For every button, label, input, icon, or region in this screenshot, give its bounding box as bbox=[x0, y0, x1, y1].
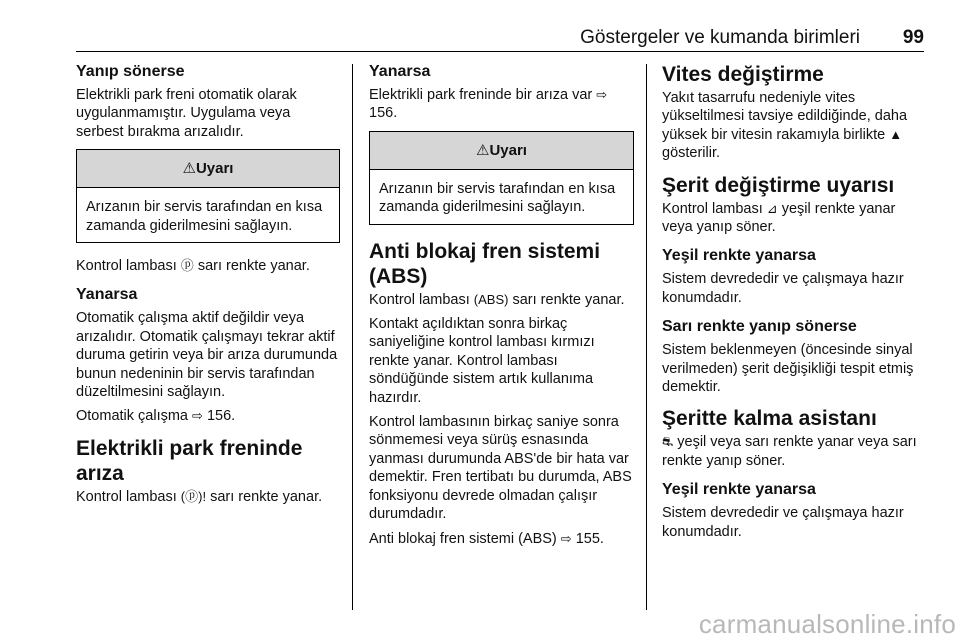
paragraph-lamp bbox=[76, 257, 340, 275]
header-title: Göstergeler ve kumanda birimleri bbox=[580, 27, 860, 48]
paragraph-epb-lamp bbox=[76, 488, 340, 506]
page-reference-arrow-icon: ⇨ bbox=[192, 408, 203, 424]
paragraph-blinking: Elektrikli park freni otomatik olarak uygulanmamıştır. Uygulama veya serbest bırakma arızalıdır. bbox=[76, 87, 297, 140]
text: Anti blokaj fren sistemi (ABS) bbox=[369, 530, 557, 547]
watermark: carmanualsonline.info bbox=[698, 609, 956, 639]
parking-brake-auto-icon: ⓟ bbox=[180, 258, 194, 274]
page-reference-arrow-icon: ⇨ bbox=[596, 87, 608, 102]
heading-yellow-blink: Sarı renkte yanıp sönerse bbox=[662, 318, 857, 336]
lane-keep-icon: ⛐ bbox=[662, 434, 674, 450]
warning-header bbox=[370, 132, 633, 170]
column-2 bbox=[369, 62, 634, 554]
paragraph-lane-keep bbox=[662, 433, 926, 470]
heading-lit: Yanarsa bbox=[369, 63, 431, 80]
page-reference-arrow-icon: ⇨ bbox=[560, 530, 572, 546]
text: Kontrol lambası bbox=[76, 488, 177, 505]
column-divider-2 bbox=[646, 64, 647, 610]
paragraph-seconds: Kontrol lambasının birkaç saniye sonra sönmemesi veya sürüş esnasında yanması durumunda ABS'de bir hata var demektir. Fren tertibatı bu durumda, ABS fonksiyonu devrede olmadan çalışır durumdadır. bbox=[369, 414, 632, 523]
text: Otomatik çalışma bbox=[76, 408, 188, 425]
warning-triangle-icon: ⚠ bbox=[182, 160, 196, 178]
paragraph-gear-shift bbox=[662, 89, 926, 163]
paragraph-lane-lamp bbox=[662, 200, 926, 237]
column-1 bbox=[76, 62, 340, 512]
heading-lit: Yanarsa bbox=[76, 286, 138, 304]
page-reference-link[interactable]: 156. bbox=[206, 408, 236, 425]
paragraph-green-lit: Sistem devrededir ve çalışmaya hazır konumdadır. bbox=[662, 271, 904, 306]
paragraph-lit bbox=[369, 86, 634, 123]
paragraph-abs-ref bbox=[369, 530, 634, 548]
warning-header bbox=[77, 150, 339, 188]
paragraph-green-lit-2: Sistem devrededir ve çalışmaya hazır konumdadır. bbox=[662, 505, 904, 540]
text: Kontrol lambası bbox=[369, 291, 470, 308]
lane-change-icon: ⊿ bbox=[766, 200, 778, 216]
text: yeşil renkte yanar veya yanıp söner. bbox=[662, 200, 896, 236]
paragraph-lit: Otomatik çalışma aktif değildir veya arızalıdır. Otomatik çalışmayı tekrar aktif duruma getirin veya bir arıza durumunda bunun nedeninin bir servis tarafından düzeltilmesini sağlayın. bbox=[76, 310, 338, 401]
paragraph-yellow-blink: Sistem beklenmeyen (öncesinde sinyal verilmeden) şerit değişikliği tespit etmiş demektir. bbox=[662, 342, 914, 396]
heading-green-lit: Yeşil renkte yanarsa bbox=[662, 247, 816, 265]
heading-blinking: Yanıp sönerse bbox=[76, 63, 185, 80]
page-reference-link[interactable]: 155. bbox=[575, 530, 604, 547]
parking-brake-fault-icon: (ⓟ)! bbox=[180, 488, 207, 504]
text: Kontrol lambası bbox=[662, 200, 763, 217]
text: sarı renkte yanar. bbox=[210, 488, 323, 505]
column-divider-1 bbox=[352, 64, 353, 610]
heading-epb-fault: Elektrikli park freninde arıza bbox=[76, 436, 303, 485]
page-number: 99 bbox=[902, 27, 924, 48]
text: Yakıt tasarrufu nedeniyle vites yükseltilmesi tavsiye edildiğinde, daha yüksek bir vitesin rakamıyla birlikte bbox=[662, 90, 908, 143]
text: Elektrikli park freninde bir arıza var bbox=[369, 87, 593, 103]
text: sarı renkte yanar. bbox=[512, 291, 625, 308]
triangle-up-icon: ▲ bbox=[889, 126, 903, 142]
page-header bbox=[76, 26, 924, 50]
paragraph-contact: Kontakt açıldıktan sonra birkaç saniyeliğine kontrol lambası kırmızı renkte yanar. Kontrol lambası söndüğünde sistem artık kullanıma hazırdır. bbox=[369, 316, 595, 406]
text: sarı renkte yanar. bbox=[197, 258, 310, 275]
column-3 bbox=[662, 62, 926, 547]
paragraph-abs-lamp bbox=[369, 291, 634, 309]
warning-body: Arızanın bir servis tarafından en kısa zamanda giderilmesini sağlayın. bbox=[379, 180, 616, 216]
warning-title: Uyarı bbox=[195, 160, 234, 178]
abs-icon: (ABS) bbox=[473, 291, 509, 307]
warning-body: Arızanın bir servis tarafından en kısa zamanda giderilmesini sağlayın. bbox=[86, 199, 323, 234]
warning-title: Uyarı bbox=[489, 141, 527, 159]
heading-gear-shift: Vites değiştirme bbox=[662, 63, 824, 86]
text: yeşil veya sarı renkte yanar veya sarı renkte yanıp söner. bbox=[662, 434, 917, 469]
heading-green-lit-2: Yeşil renkte yanarsa bbox=[662, 481, 816, 499]
text: gösterilir. bbox=[662, 145, 721, 162]
warning-triangle-icon: ⚠ bbox=[476, 141, 490, 159]
warning-box bbox=[369, 131, 634, 225]
heading-abs: Anti blokaj fren sistemi (ABS) bbox=[369, 239, 601, 288]
page-reference-link[interactable]: 156. bbox=[369, 105, 398, 122]
warning-box bbox=[76, 149, 340, 243]
heading-lane-keep: Şeritte kalma asistanı bbox=[662, 407, 877, 431]
paragraph-auto-ref bbox=[76, 407, 340, 425]
text: Kontrol lambası bbox=[76, 258, 177, 275]
header-rule bbox=[76, 51, 924, 52]
heading-lane-change: Şerit değiştirme uyarısı bbox=[662, 173, 895, 197]
